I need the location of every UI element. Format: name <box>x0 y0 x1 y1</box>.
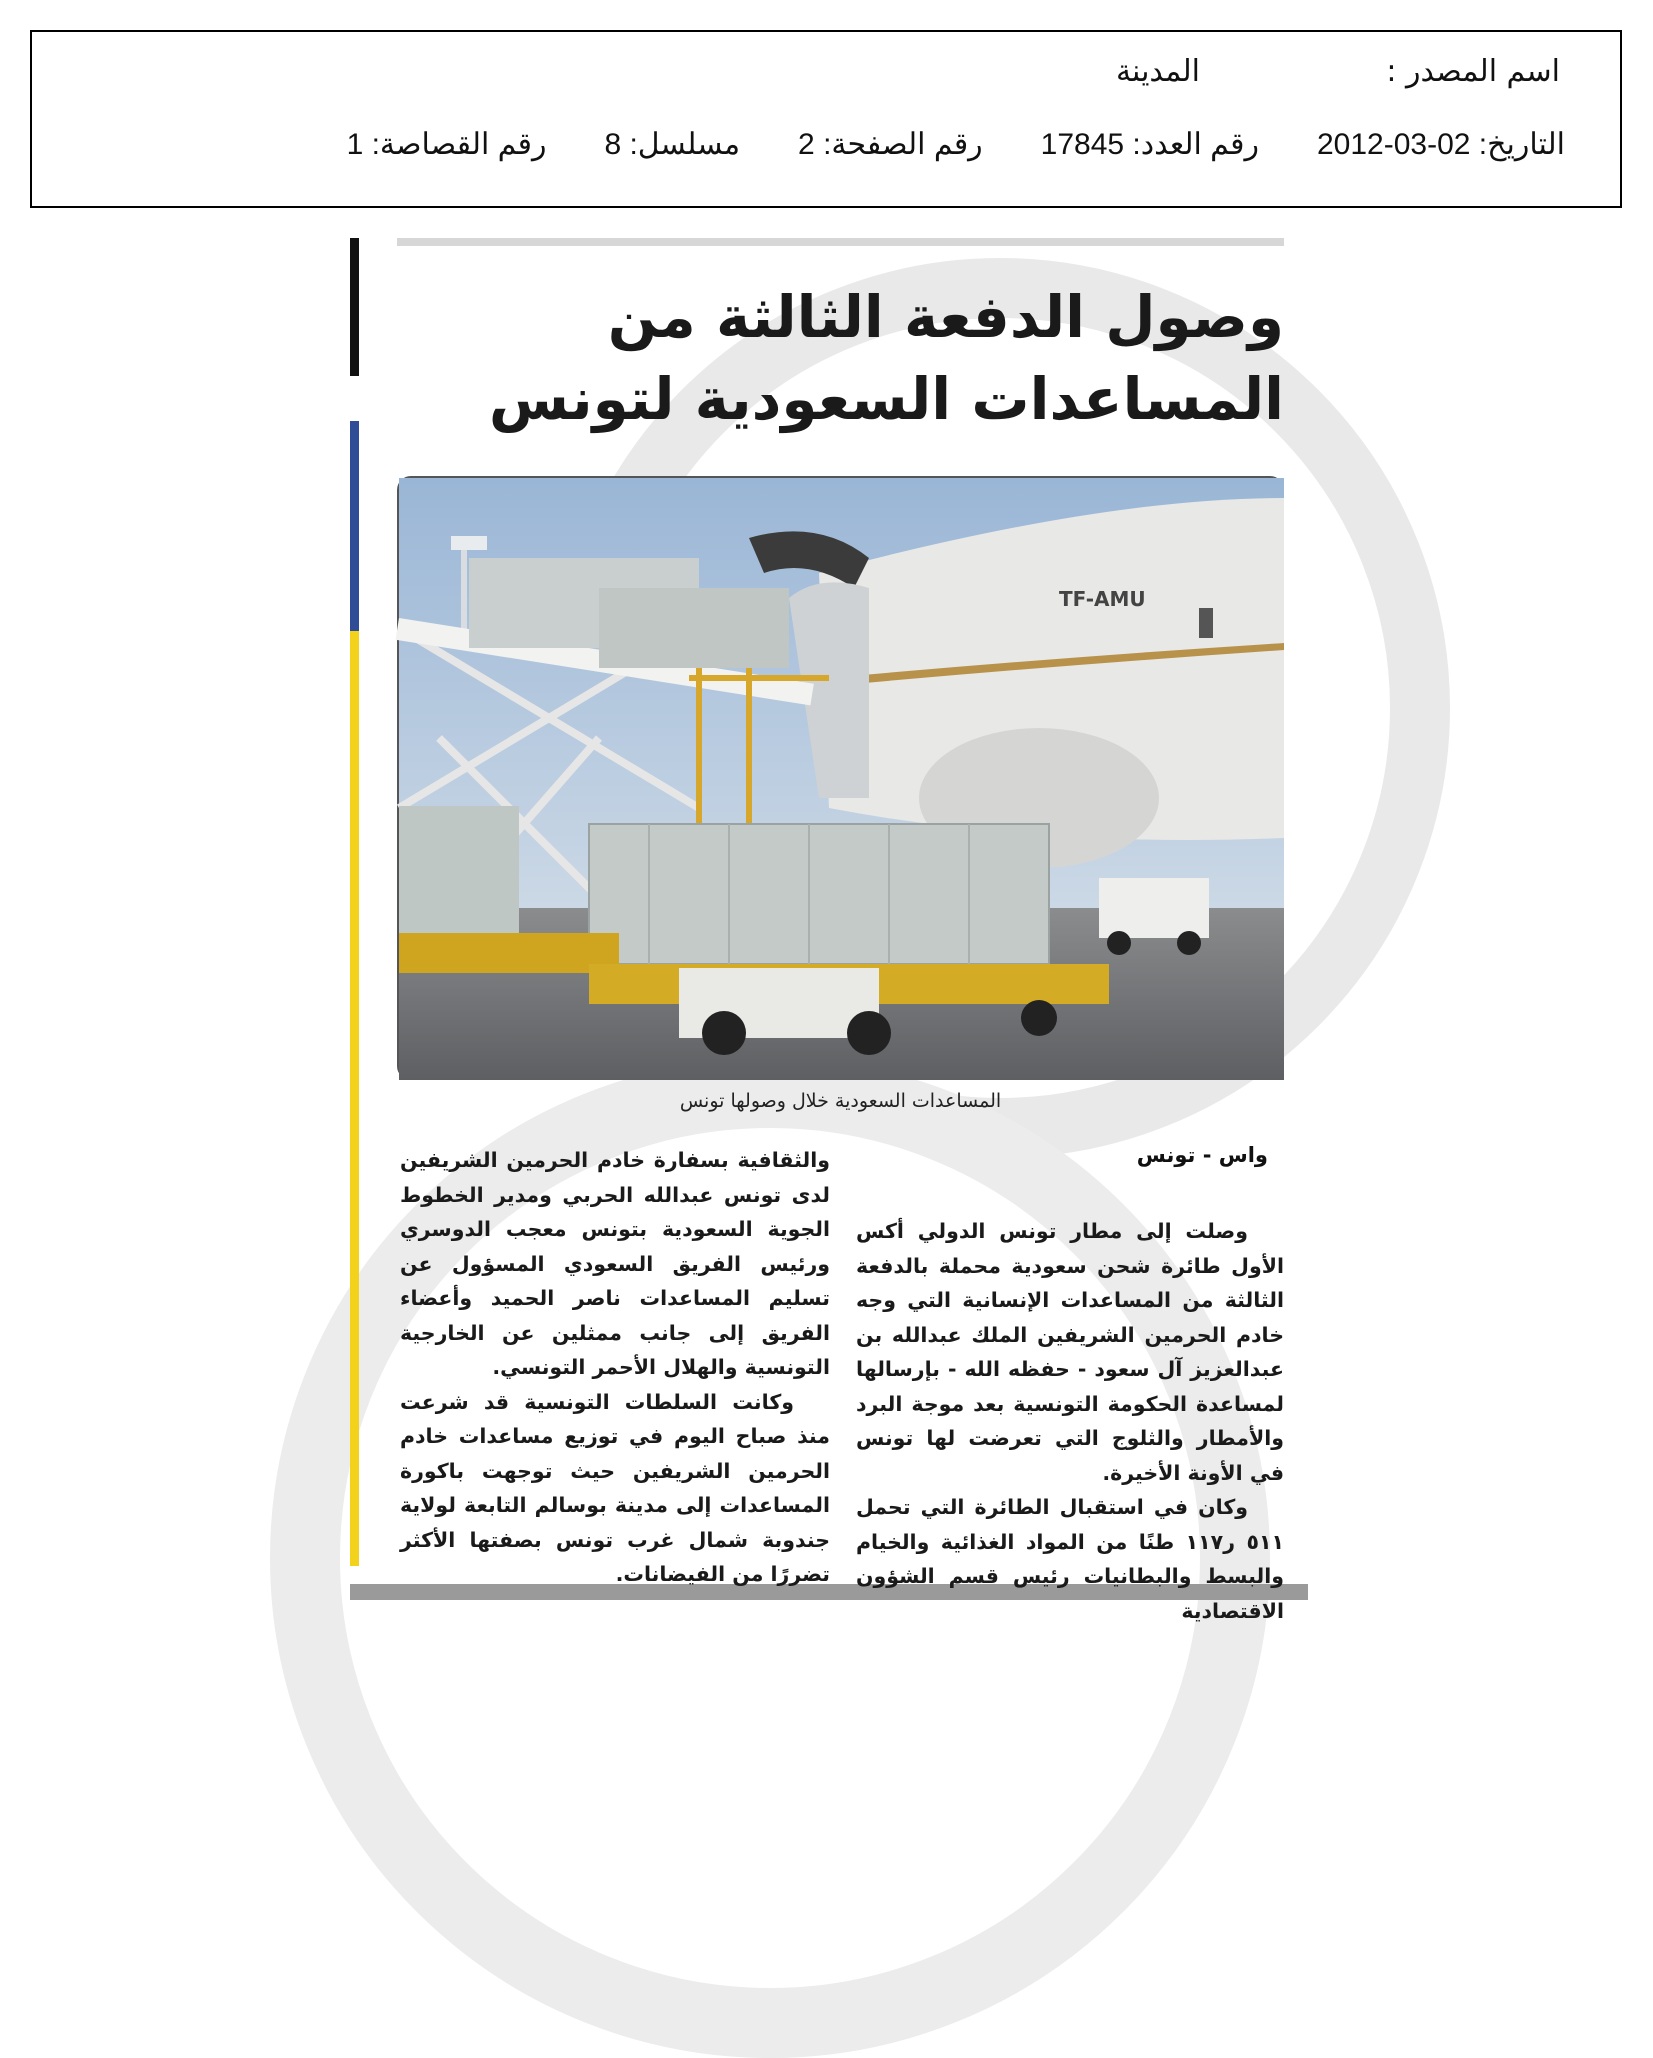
article-photo <box>397 476 1284 1080</box>
date-field: التاريخ: 02-03-2012 <box>1316 128 1565 161</box>
page-field: رقم الصفحة: 2 <box>798 128 983 161</box>
clipping-metadata-box <box>30 30 1622 208</box>
newspaper-clipping <box>350 238 1308 1623</box>
source-value: المدينة <box>1115 54 1200 89</box>
edge-strip <box>350 238 359 376</box>
source-label: اسم المصدر : <box>1386 54 1560 89</box>
article-dateline: واس - تونس <box>1136 1143 1268 1167</box>
edge-strip <box>350 421 359 631</box>
paragraph: والثقافية بسفارة خادم الحرمين الشريفين لدى تونس عبدالله الحربي ومدير الخطوط الجوية السعودية بتونس معجب الدوسري ورئيس الفريق السعودي المسؤول عن تسليم المساعدات ناصر الحميد وأعضاء الفريق إلى جانب ممثلين عن الخارجية التونسية والهلال الأحمر التونسي. <box>400 1148 830 1379</box>
article-column-left <box>400 1143 830 1592</box>
serial-field: مسلسل: 8 <box>604 128 741 161</box>
details-row <box>289 127 1565 162</box>
source-row <box>1115 54 1560 89</box>
paragraph: وكان في استقبال الطائرة التي تحمل ٥١١ ر١١٧ طنًا من المواد الغذائية والخيام والبسط والبطانيات رئيس قسم الشؤون الاقتصادية <box>856 1495 1284 1623</box>
paragraph: وكانت السلطات التونسية قد شرعت منذ صباح اليوم في توزيع مساعدات خادم الحرمين الشريفين حيث توجهت باكورة المساعدات إلى مدينة بوسالم التابعة لولاية جندوبة شمال غرب تونس بصفتها الأكثر تضررًا من الفيضانات. <box>400 1389 830 1586</box>
article-headline: وصول الدفعة الثالثة من المساعدات السعودية لتونس <box>488 283 1284 433</box>
issue-field: رقم العدد: 17845 <box>1040 128 1259 161</box>
article-column-right <box>856 1214 1284 1628</box>
plane-registration: TF-AMU <box>1059 587 1146 611</box>
edge-strip <box>350 631 359 1566</box>
clip-number-field: رقم القصاصة: 1 <box>346 128 547 161</box>
paragraph: وصلت إلى مطار تونس الدولي أكس الأول طائرة شحن سعودية محملة بالدفعة الثالثة من المساعدات الإنسانية التي وجه خادم الحرمين الشريفين الملك عبدالله بن عبدالعزيز آل سعود - حفظه الله - بإرسالها لمساعدة الحكومة التونسية بعد موجة البرد والأمطار والثلوج التي تعرضت لها تونس في الأونة الأخيرة. <box>856 1219 1284 1485</box>
photo-caption: المساعدات السعودية خلال وصولها تونس <box>679 1090 1002 1112</box>
cargo-plane-photo <box>399 478 1284 1080</box>
top-rule <box>397 238 1284 246</box>
